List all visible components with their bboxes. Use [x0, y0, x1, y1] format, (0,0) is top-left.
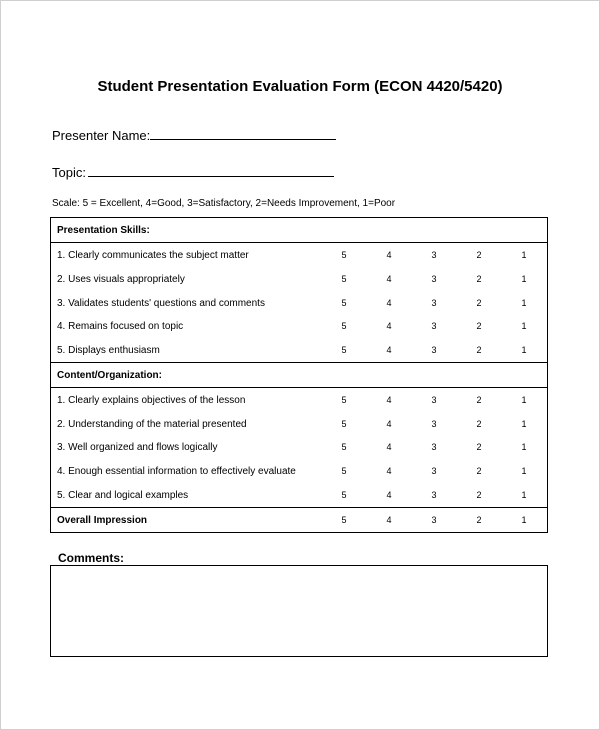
presenter-name-line[interactable]: [150, 127, 336, 140]
topic-label: Topic:: [52, 165, 86, 180]
rating-4[interactable]: 4: [386, 321, 392, 331]
rating-3[interactable]: 3: [431, 515, 437, 525]
rating-2[interactable]: 2: [476, 466, 482, 476]
rating-3[interactable]: 3: [431, 466, 437, 476]
rating-4[interactable]: 4: [386, 395, 392, 405]
rating-5[interactable]: 5: [341, 395, 347, 405]
rating-5[interactable]: 5: [341, 250, 347, 260]
rating-2[interactable]: 2: [476, 345, 482, 355]
rating-4[interactable]: 4: [386, 298, 392, 308]
rating-2[interactable]: 2: [476, 419, 482, 429]
rating-5[interactable]: 5: [341, 515, 347, 525]
section-heading: Content/Organization:: [57, 370, 162, 381]
section-divider: [51, 387, 547, 388]
criterion-label: 3. Well organized and flows logically: [57, 442, 218, 453]
evaluation-table: [50, 217, 548, 533]
overall-impression-label: Overall Impression: [57, 515, 148, 526]
criterion-label: 2. Uses visuals appropriately: [57, 274, 185, 285]
rating-4[interactable]: 4: [386, 345, 392, 355]
comments-label: Comments:: [58, 551, 125, 565]
presenter-name-label: Presenter Name:: [52, 128, 151, 143]
rating-4[interactable]: 4: [386, 250, 392, 260]
rating-3[interactable]: 3: [431, 298, 437, 308]
form-title: Student Presentation Evaluation Form (ECON 4420/5420): [97, 78, 503, 95]
rating-5[interactable]: 5: [341, 321, 347, 331]
rating-1[interactable]: 1: [521, 250, 527, 260]
rating-3[interactable]: 3: [431, 442, 437, 452]
rating-1[interactable]: 1: [521, 298, 527, 308]
rating-3[interactable]: 3: [431, 321, 437, 331]
rating-3[interactable]: 3: [431, 490, 437, 500]
rating-4[interactable]: 4: [386, 274, 392, 284]
rating-1[interactable]: 1: [521, 321, 527, 331]
criterion-label: 1. Clearly explains objectives of the lesson: [57, 395, 246, 406]
criterion-label: 2. Understanding of the material presented: [57, 419, 247, 430]
section-divider: [51, 507, 547, 508]
topic-field[interactable]: [52, 164, 334, 180]
section-divider: [51, 362, 547, 363]
rating-4[interactable]: 4: [386, 419, 392, 429]
rating-1[interactable]: 1: [521, 490, 527, 500]
rating-2[interactable]: 2: [476, 274, 482, 284]
criterion-label: 5. Clear and logical examples: [57, 490, 189, 501]
rating-3[interactable]: 3: [431, 345, 437, 355]
rating-5[interactable]: 5: [341, 490, 347, 500]
rating-2[interactable]: 2: [476, 515, 482, 525]
rating-5[interactable]: 5: [341, 442, 347, 452]
rating-4[interactable]: 4: [386, 442, 392, 452]
rating-2[interactable]: 2: [476, 250, 482, 260]
rating-5[interactable]: 5: [341, 274, 347, 284]
rating-2[interactable]: 2: [476, 490, 482, 500]
rating-2[interactable]: 2: [476, 442, 482, 452]
section-heading: Presentation Skills:: [57, 225, 150, 236]
rating-4[interactable]: 4: [386, 515, 392, 525]
rating-5[interactable]: 5: [341, 298, 347, 308]
rating-3[interactable]: 3: [431, 419, 437, 429]
rating-2[interactable]: 2: [476, 321, 482, 331]
rating-5[interactable]: 5: [341, 419, 347, 429]
criterion-label: 4. Remains focused on topic: [57, 321, 184, 332]
presenter-name-field[interactable]: [52, 127, 336, 143]
rating-1[interactable]: 1: [521, 442, 527, 452]
rating-1[interactable]: 1: [521, 419, 527, 429]
criterion-label: 3. Validates students' questions and comments: [57, 298, 265, 309]
rating-3[interactable]: 3: [431, 250, 437, 260]
rating-3[interactable]: 3: [431, 395, 437, 405]
comments-box[interactable]: [50, 565, 548, 657]
rating-scale-legend: Scale: 5 = Excellent, 4=Good, 3=Satisfactory, 2=Needs Improvement, 1=Poor: [52, 198, 396, 209]
rating-5[interactable]: 5: [341, 345, 347, 355]
topic-line[interactable]: [88, 164, 334, 177]
section-divider: [51, 242, 547, 243]
rating-1[interactable]: 1: [521, 274, 527, 284]
rating-1[interactable]: 1: [521, 395, 527, 405]
criterion-label: 4. Enough essential information to effectively evaluate: [57, 466, 296, 477]
criterion-label: 5. Displays enthusiasm: [57, 345, 160, 356]
criterion-label: 1. Clearly communicates the subject matter: [57, 250, 249, 261]
rating-1[interactable]: 1: [521, 345, 527, 355]
rating-5[interactable]: 5: [341, 466, 347, 476]
rating-2[interactable]: 2: [476, 395, 482, 405]
rating-4[interactable]: 4: [386, 466, 392, 476]
rating-2[interactable]: 2: [476, 298, 482, 308]
rating-1[interactable]: 1: [521, 466, 527, 476]
rating-3[interactable]: 3: [431, 274, 437, 284]
rating-4[interactable]: 4: [386, 490, 392, 500]
rating-1[interactable]: 1: [521, 515, 527, 525]
